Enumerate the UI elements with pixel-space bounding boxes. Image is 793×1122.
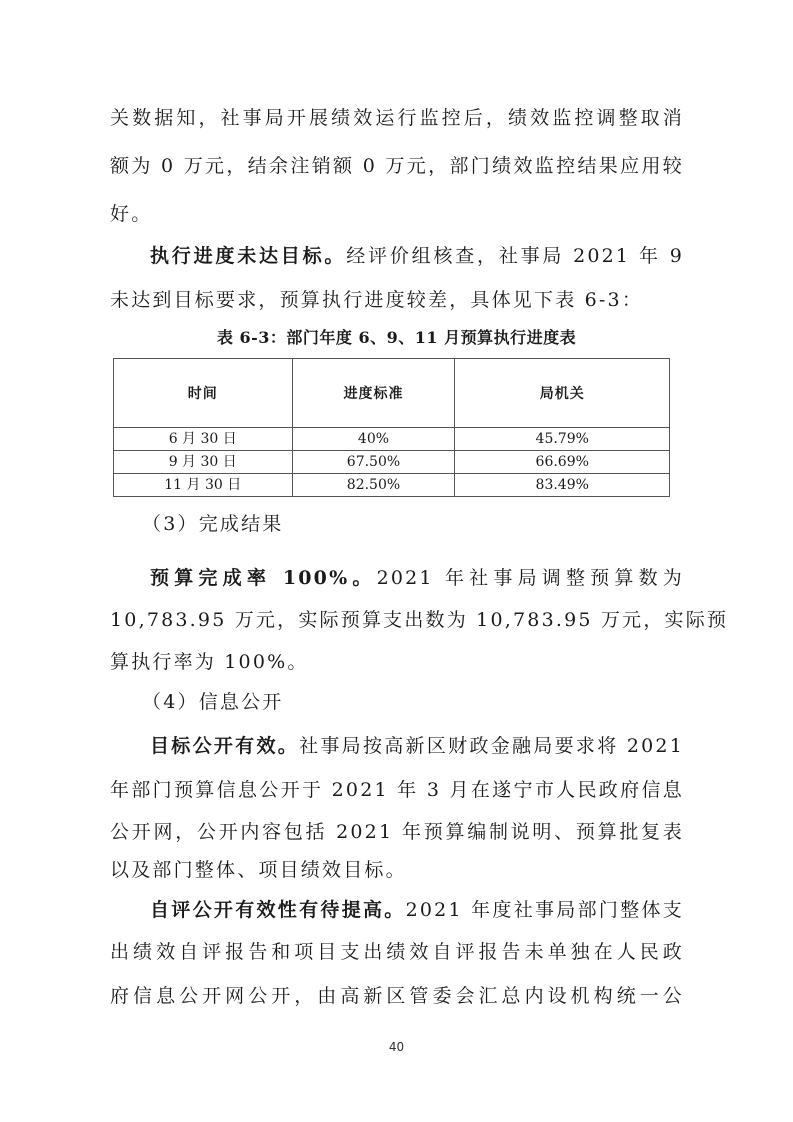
table-row: [114, 451, 670, 474]
table-cell: 82.50%: [292, 474, 455, 497]
paragraph-line: 好。: [110, 203, 153, 225]
paragraph-line: [150, 734, 684, 758]
progress-table: [113, 358, 670, 497]
text: 2021 年度社事局部门整体支: [405, 899, 684, 921]
table-row: [114, 474, 670, 497]
bold-heading: 执行进度未达目标。: [150, 245, 347, 267]
paragraph-line: [150, 244, 684, 268]
bold-heading: 预算完成率 100%。: [150, 567, 377, 589]
page-number: 40: [388, 1040, 405, 1054]
table-caption: 表 6-3：部门年度 6、9、11 月预算执行进度表: [216, 328, 577, 347]
table-row: [114, 428, 670, 451]
bold-heading: 目标公开有效。: [150, 735, 300, 757]
table-cell: 45.79%: [455, 428, 670, 451]
paragraph-line: 年部门预算信息公开于 2021 年 3 月在遂宁市人民政府信息: [110, 779, 684, 801]
paragraph-line: 10,783.95 万元，实际预算支出数为 10,783.95 万元，实际预: [110, 609, 729, 631]
table-cell: 67.50%: [292, 451, 455, 474]
text: 社事局按高新区财政金融局要求将 2021: [299, 735, 684, 757]
table-cell: 66.69%: [455, 451, 670, 474]
table-header-row: [114, 359, 670, 428]
paragraph-line: 关数据知，社事局开展绩效运行监控后，绩效监控调整取消: [110, 107, 684, 129]
paragraph-line: 出绩效自评报告和项目支出绩效自评报告未单独在人民政: [110, 941, 684, 963]
paragraph-line: 未达到目标要求，预算执行进度较差，具体见下表 6-3：: [110, 289, 644, 311]
bold-heading: 自评公开有效性有待提高。: [150, 899, 406, 921]
table-cell: 83.49%: [455, 474, 670, 497]
table-cell: 9 月 30 日: [114, 451, 293, 474]
paragraph-line: 额为 0 万元，结余注销额 0 万元，部门绩效监控结果应用较: [110, 155, 684, 177]
paragraph-line: 以及部门整体、项目绩效目标。: [110, 859, 407, 881]
table-cell: 11 月 30 日: [114, 474, 293, 497]
column-header: 时间: [114, 359, 293, 428]
text: 2021 年社事局调整预算数为: [376, 567, 684, 589]
paragraph-line: 府信息公开网公开，由高新区管委会汇总内设机构统一公: [110, 985, 684, 1007]
section-heading: （4）信息公开: [142, 691, 284, 713]
text: 经评价组核查，社事局 2021 年 9: [346, 245, 684, 267]
paragraph-line: 算执行率为 100%。: [110, 651, 309, 673]
section-heading: （3）完成结果: [142, 513, 284, 535]
table-cell: 40%: [292, 428, 455, 451]
paragraph-line: 公开网，公开内容包括 2021 年预算编制说明、预算批复表: [110, 821, 684, 843]
paragraph-line: [150, 898, 684, 922]
column-header: 局机关: [455, 359, 670, 428]
table-cell: 6 月 30 日: [114, 428, 293, 451]
column-header: 进度标准: [292, 359, 455, 428]
paragraph-line: [150, 566, 684, 590]
